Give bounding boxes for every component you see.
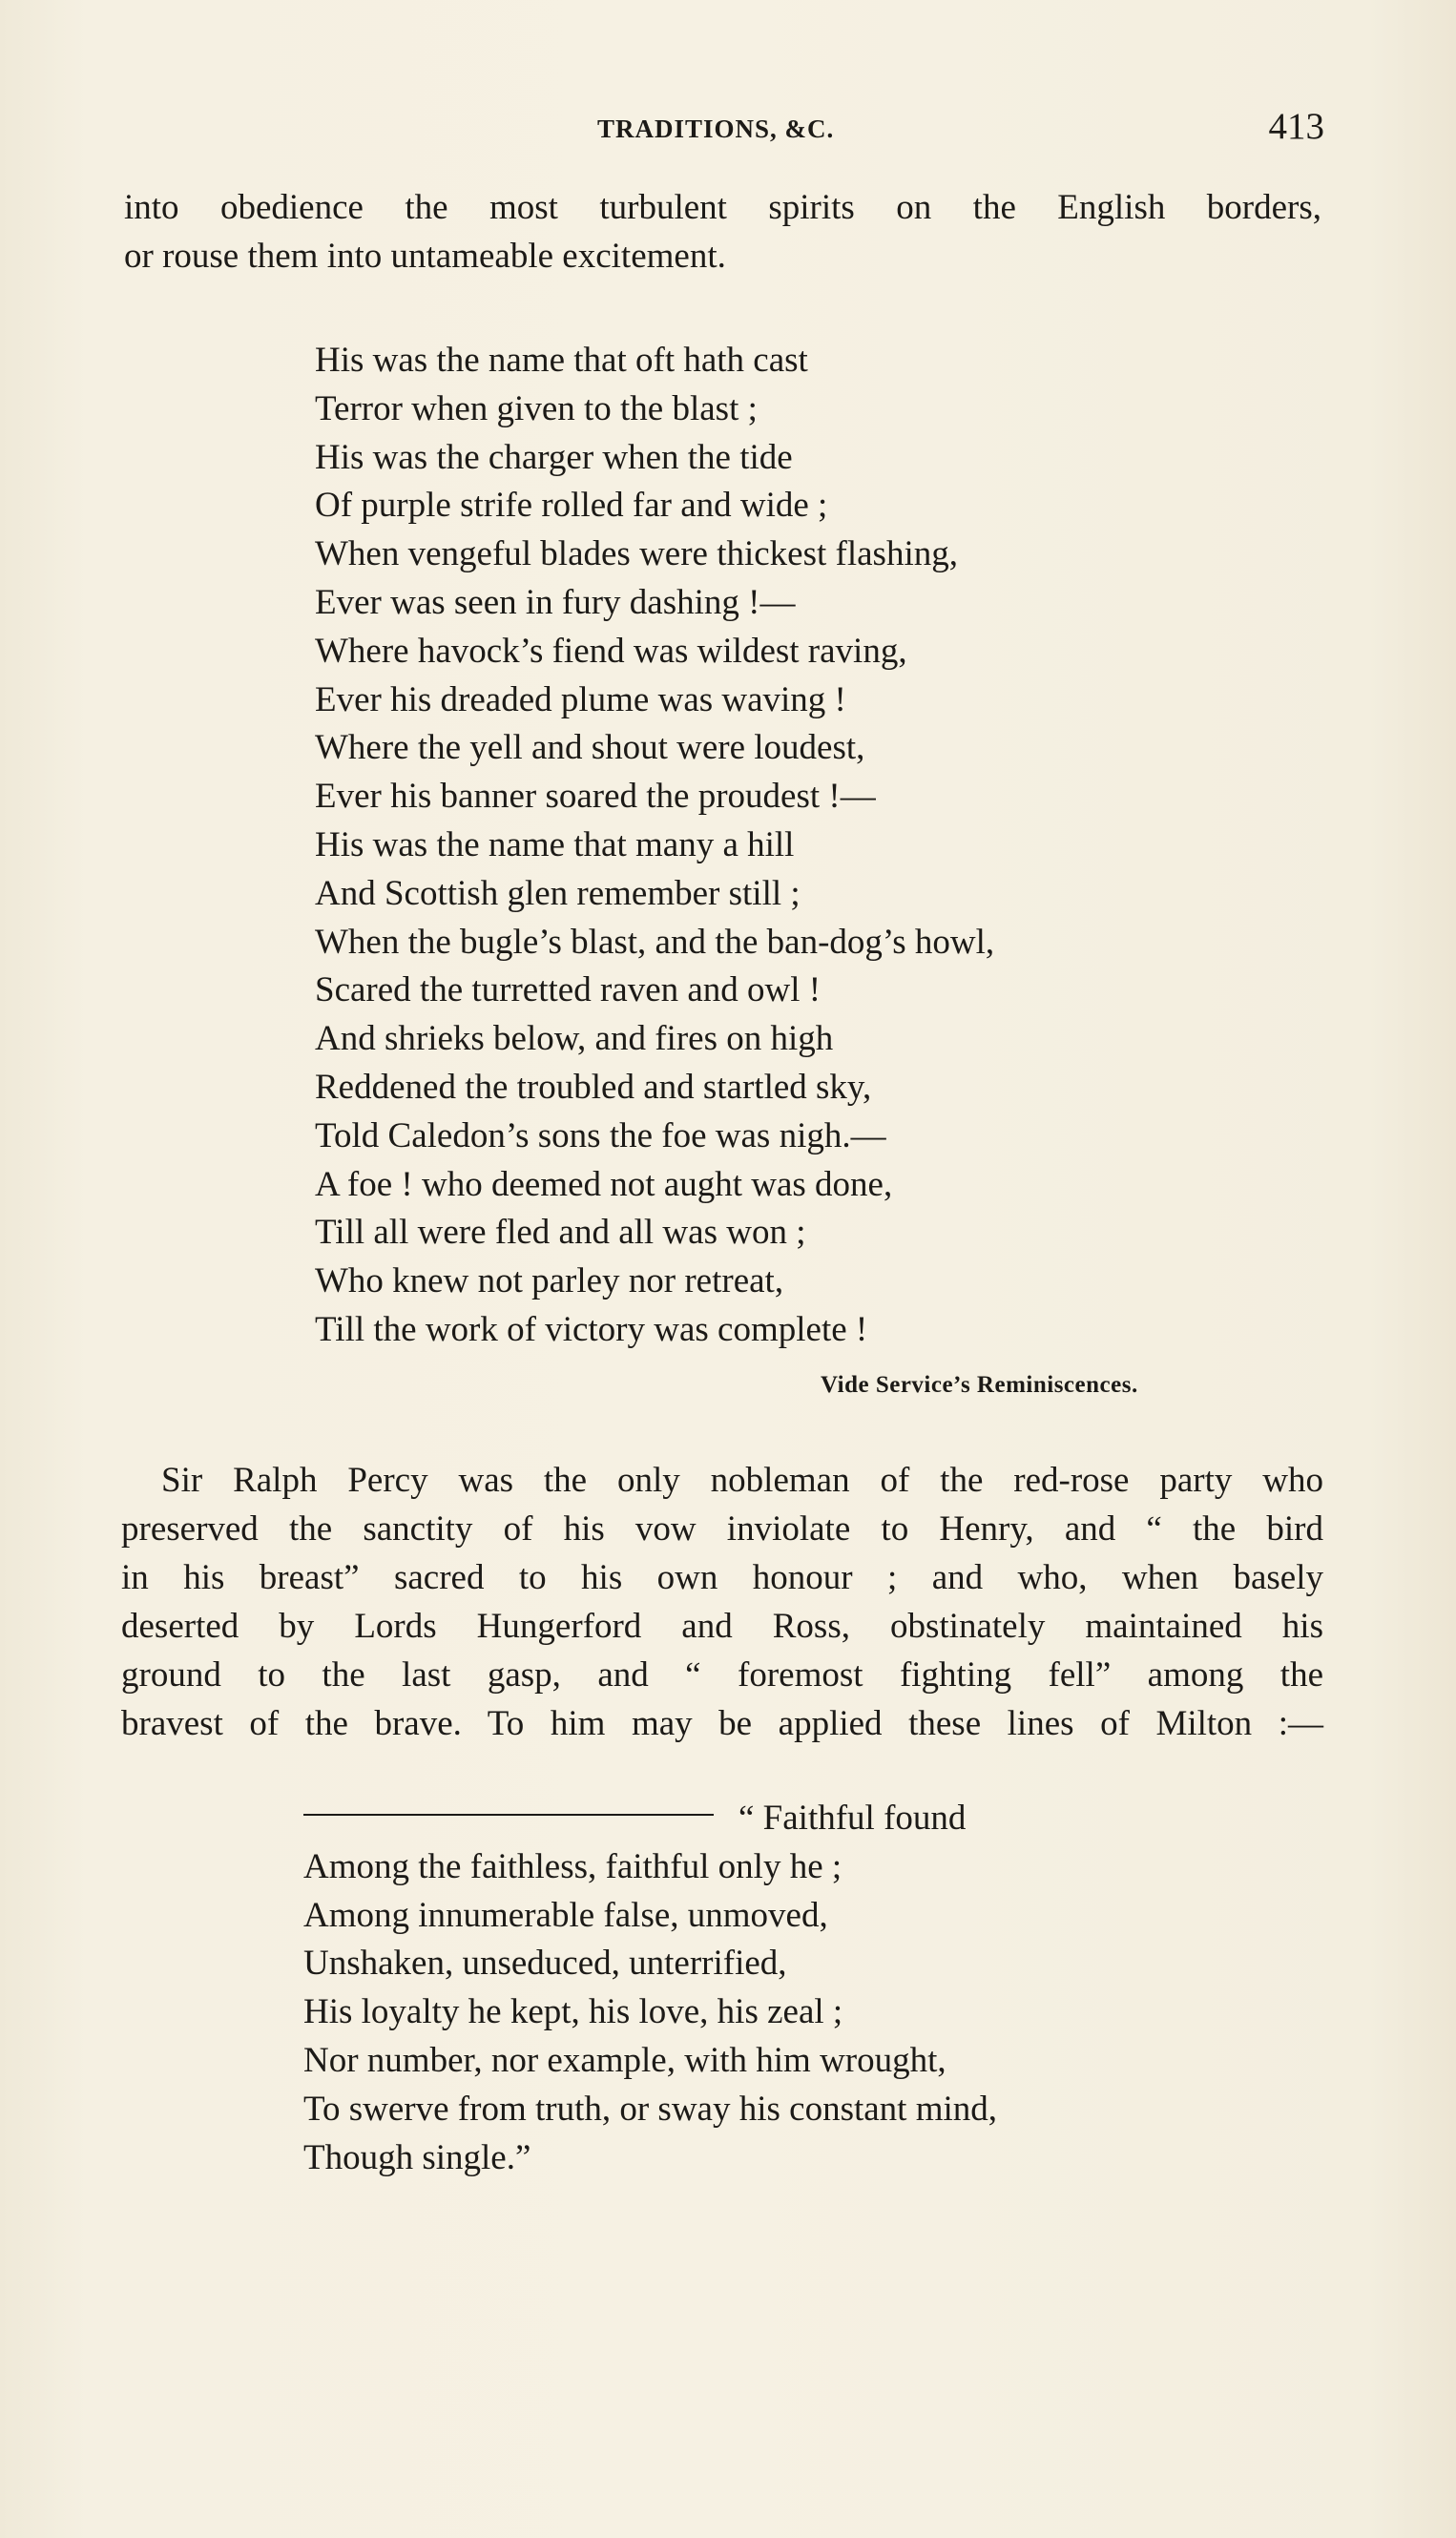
verse-block-1 — [315, 337, 994, 1355]
verse-line: Though single.” — [303, 2137, 531, 2177]
verse-line: Terror when given to the blast ; — [315, 388, 758, 428]
dash-rule — [303, 1814, 714, 1816]
verse-line: And Scottish glen remember still ; — [315, 873, 801, 913]
verse-line: Till all were fled and all was won ; — [315, 1213, 806, 1253]
verse-line: His was the name that oft hath cast — [315, 341, 808, 380]
verse-line: Ever his dreaded plume was waving ! — [315, 679, 846, 719]
verse-line: Scared the turretted raven and owl ! — [315, 970, 822, 1010]
verse-line: Ever his banner soared the proudest !— — [315, 777, 876, 817]
paragraph-line: or rouse them into untameable excitement. — [124, 237, 726, 276]
verse-line: To swerve from truth, or sway his constant mind, — [303, 2089, 998, 2129]
paragraph-line: into obedience the most turbulent spirits on the English borders, — [124, 188, 1321, 227]
verse-line: Who knew not parley nor retreat, — [315, 1261, 784, 1301]
verse-line: Nor number, nor example, with him wrought, — [303, 2040, 946, 2080]
verse-line: Among innumerable false, unmoved, — [303, 1895, 828, 1935]
paragraph-line: deserted by Lords Hungerford and Ross, obstinately maintained his — [121, 1607, 1323, 1646]
verse-line: His loyalty he kept, his love, his zeal ; — [303, 1992, 843, 2032]
verse-line: Unshaken, unseduced, unterrified, — [303, 1944, 787, 1984]
verse-line: A foe ! who deemed not aught was done, — [315, 1164, 893, 1204]
verse-line: Till the work of victory was complete ! — [315, 1309, 868, 1349]
verse-line: Where havock’s fiend was wildest raving, — [315, 631, 907, 671]
paragraph-line: in his breast” sacred to his own honour ; and who, when basely — [121, 1558, 1323, 1597]
page-header — [0, 103, 1456, 151]
verse-line: Where the yell and shout were loudest, — [315, 728, 865, 768]
verse-attribution: Vide Service’s Reminiscences. — [821, 1372, 1138, 1398]
verse-line: Of purple strife rolled far and wide ; — [315, 486, 828, 526]
paragraph-line: ground to the last gasp, and “ foremost fighting fell” among the — [121, 1655, 1323, 1695]
verse-block-2 — [303, 1795, 997, 2182]
verse-line: When the bugle’s blast, and the ban-dog’s howl, — [315, 922, 995, 962]
verse-first-line — [303, 1795, 997, 1843]
paragraph-line-text: Sir Ralph Percy was the only nobleman of the red-rose party who — [161, 1461, 1323, 1500]
paragraph-2 — [121, 1456, 1323, 1748]
verse-line: Reddened the troubled and startled sky, — [315, 1067, 872, 1107]
verse-line: His was the charger when the tide — [315, 437, 793, 477]
paragraph-1 — [124, 183, 1321, 281]
verse-line: Told Caledon’s sons the foe was nigh.— — [315, 1115, 886, 1155]
verse-line: His was the name that many a hill — [315, 824, 795, 864]
page-number: 413 — [1268, 106, 1324, 147]
paragraph-line: bravest of the brave. To him may be applied these lines of Milton :— — [121, 1704, 1323, 1743]
verse-line: Ever was seen in fury dashing !— — [315, 582, 796, 622]
paragraph-line: preserved the sanctity of his vow inviolate to Henry, and “ the bird — [121, 1509, 1323, 1549]
paragraph-line — [121, 1456, 1323, 1505]
verse-line: And shrieks below, and fires on high — [315, 1019, 834, 1059]
running-head: TRADITIONS, &C. — [597, 114, 835, 143]
verse-line: When vengeful blades were thickest flashing, — [315, 534, 958, 574]
verse-line: “ Faithful found — [738, 1799, 967, 1838]
verse-line: Among the faithless, faithful only he ; — [303, 1846, 842, 1886]
